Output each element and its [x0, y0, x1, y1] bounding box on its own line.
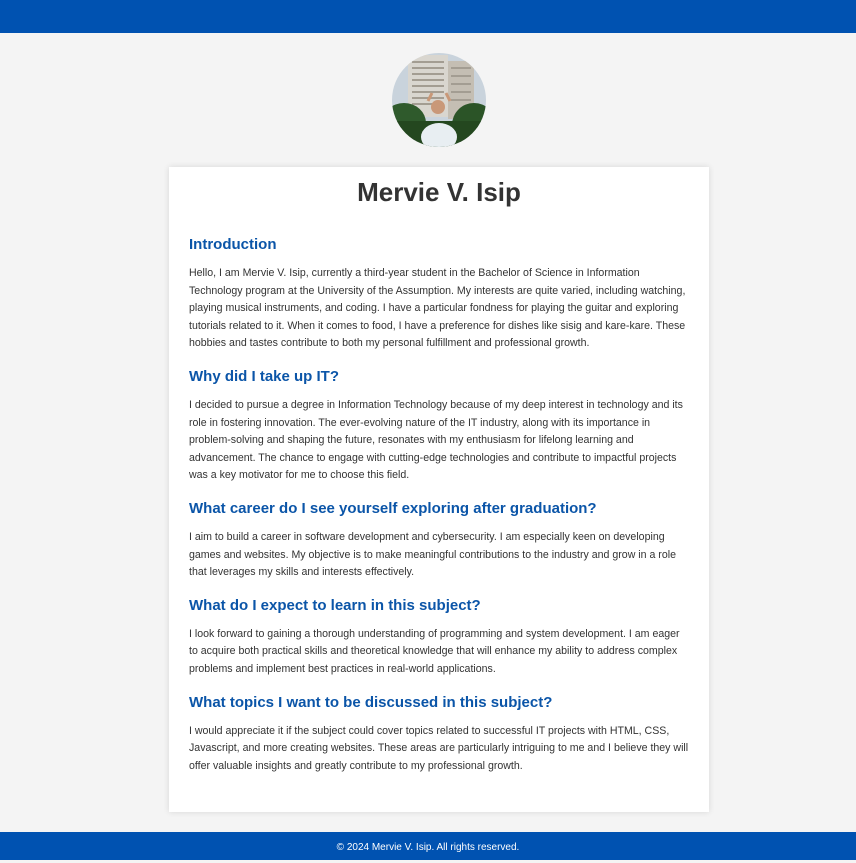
section-heading-introduction: Introduction — [189, 236, 277, 253]
section-heading-topics: What topics I want to be discussed in this subject? — [189, 693, 553, 711]
section-body-career: I aim to build a career in software development and cybersecurity. I am especially keen on developing games and websites. My objective is to make meaningful contributions to the industry and grow in a role that leverages my skills and interests effectively. — [189, 530, 676, 579]
section-heading-career: What career do I see yourself exploring after graduation? — [189, 499, 597, 517]
section-body-why-it: I decided to pursue a degree in Information Technology because of my deep interest in technology and its role in fostering innovation. The ever-evolving nature of the IT industry, along with its importance in problem-solving and shaping the future, resonates with my enthusiasm for lifelong learning and advancement. The chance to engage with cutting-edge technologies and contribute to impactful projects was a key motivator for me to choose this field. — [189, 398, 683, 482]
profile-photo-icon — [392, 53, 486, 147]
section-heading-why-it: Why did I take up IT? — [189, 367, 339, 385]
section-body-introduction: Hello, I am Mervie V. Isip, currently a third-year student in the Bachelor of Science in Information Technology program at the University of the Assumption. My interests are quite varied, including watching, playing musical instruments, and coding. I have a particular fondness for playing the guitar and exploring tutorials related to it. When it comes to food, I have a preference for dishes like sisig and kare-kare. These hobbies and tastes contribute to both my personal fulfillment and professional growth. — [189, 267, 686, 350]
profile-card — [169, 167, 709, 812]
avatar — [392, 53, 486, 147]
section-body-topics: I would appreciate it if the subject could cover topics related to successful IT projects with HTML, CSS, Javascript, and more creating websites. These areas are particularly intriguing to me and I believe they will offer valuable insights and greatly contribute to my professional growth. — [189, 724, 689, 772]
page-title: Mervie V. Isip — [357, 177, 521, 207]
header-bar — [0, 0, 856, 33]
section-body-expectations: I look forward to gaining a thorough understanding of programming and system development. I am eager to acquire both practical skills and theoretical knowledge that will enhance my ability to address complex problems and implement best practices in real-world applications. — [189, 627, 680, 675]
section-heading-expectations: What do I expect to learn in this subject? — [189, 596, 481, 614]
footer — [0, 832, 856, 860]
footer-copyright: © 2024 Mervie V. Isip. All rights reserved. — [336, 842, 520, 853]
